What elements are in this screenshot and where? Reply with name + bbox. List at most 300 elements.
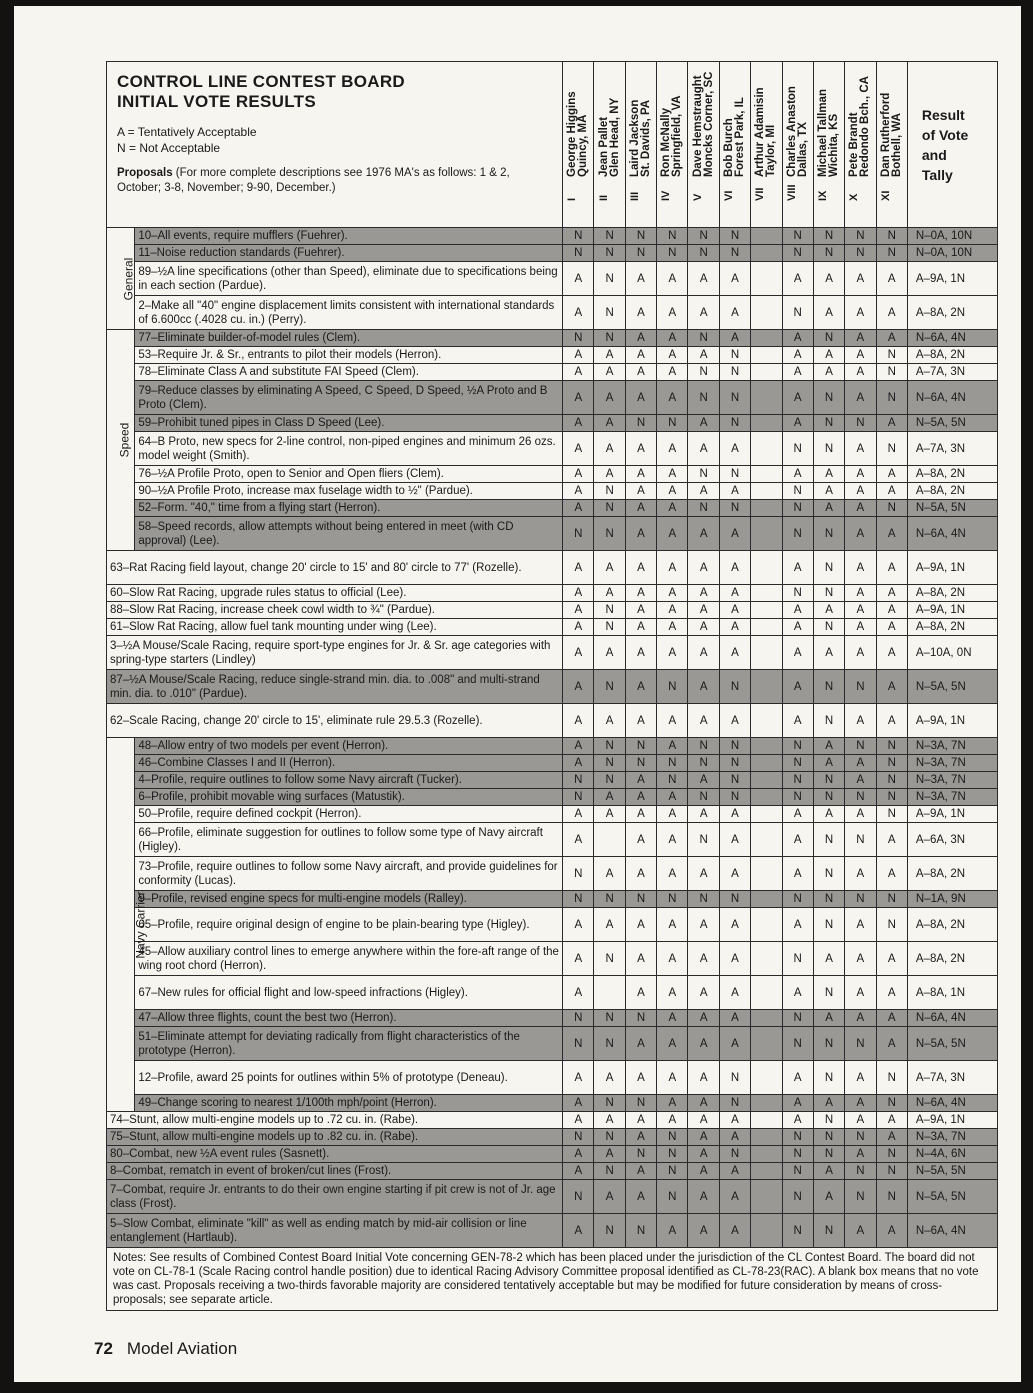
result-tally: A–9A, 1N [907, 704, 997, 738]
result-tally: A–9A, 1N [907, 806, 997, 823]
vote-cell: A [625, 262, 656, 296]
vote-cell: A [719, 330, 750, 347]
vote-cell: A [845, 347, 876, 364]
vote-cell: A [876, 330, 907, 347]
proposal-row [107, 330, 998, 347]
vote-cell: A [657, 585, 688, 602]
proposal-description: 59–Prohibit tuned pipes in Class D Speed (Lee). [135, 415, 563, 432]
vote-cell: A [594, 1061, 625, 1095]
proposal-description: 4–Profile, require outlines to follow some Navy aircraft (Tucker). [135, 772, 563, 789]
proposal-description: 73–Profile, require outlines to follow some Navy aircraft, and provide guidelines for conformity (Lucas). [135, 857, 563, 891]
vote-cell: N [719, 1061, 750, 1095]
result-tally: N–3A, 7N [907, 738, 997, 755]
proposals-note-text: (For more complete descriptions see 1976 MA's as follows: 1 & 2, October; 3-8, November; 9-90, December.) [117, 167, 510, 194]
vote-cell: N [594, 517, 625, 551]
page-number: 72 [94, 1339, 113, 1358]
vote-cell: A [625, 585, 656, 602]
vote-cell: A [845, 262, 876, 296]
proposal-row [107, 1112, 998, 1129]
vote-cell: N [845, 789, 876, 806]
vote-cell: N [876, 772, 907, 789]
vote-cell: A [688, 517, 719, 551]
vote-cell: A [563, 296, 594, 330]
vote-cell: A [845, 330, 876, 347]
vote-cell: N [657, 1163, 688, 1180]
vote-cell: N [813, 245, 844, 262]
proposal-row [107, 347, 998, 364]
vote-cell: A [688, 1010, 719, 1027]
vote-cell: N [876, 364, 907, 381]
vote-cell: N [813, 432, 844, 466]
vote-cell: A [845, 704, 876, 738]
voter-header [688, 62, 719, 228]
proposal-description: 65–Profile, require original design of engine to be plain-bearing type (Higley). [135, 908, 563, 942]
vote-cell: N [625, 755, 656, 772]
proposal-description: 90–½A Profile Proto, increase max fuselage width to ½" (Pardue). [135, 483, 563, 500]
vote-cell: A [782, 704, 813, 738]
vote-cell: N [625, 1214, 656, 1248]
vote-cell: A [594, 364, 625, 381]
vote-cell: N [876, 1163, 907, 1180]
vote-cell: A [876, 1112, 907, 1129]
vote-cell: A [657, 483, 688, 500]
vote-cell: N [625, 738, 656, 755]
vote-cell: N [813, 551, 844, 585]
vote-cell: N [563, 1180, 594, 1214]
proposal-row [107, 415, 998, 432]
vote-cell: N [719, 670, 750, 704]
vote-cell: A [594, 585, 625, 602]
voter-number: III [628, 191, 641, 201]
vote-cell: A [845, 585, 876, 602]
result-tally: N–6A, 4N [907, 1010, 997, 1027]
proposal-description: 88–Slow Rat Racing, increase cheek cowl width to ¾" (Pardue). [107, 602, 563, 619]
proposal-row [107, 517, 998, 551]
vote-cell: A [845, 619, 876, 636]
voter-header [657, 62, 688, 228]
vote-cell: A [688, 772, 719, 789]
vote-cell [751, 500, 782, 517]
proposal-description: 78–Eliminate Class A and substitute FAI Speed (Clem). [135, 364, 563, 381]
result-tally: N–0A, 10N [907, 245, 997, 262]
vote-cell: N [719, 347, 750, 364]
vote-cell: A [563, 602, 594, 619]
vote-cell: A [594, 347, 625, 364]
vote-cell: N [719, 755, 750, 772]
vote-cell [751, 466, 782, 483]
proposal-row [107, 1095, 998, 1112]
proposal-row [107, 602, 998, 619]
proposal-row [107, 1146, 998, 1163]
vote-cell: A [845, 857, 876, 891]
magazine-name: Model Aviation [126, 1339, 238, 1358]
result-label-3: and [921, 146, 947, 163]
vote-cell: A [594, 704, 625, 738]
vote-cell: N [782, 772, 813, 789]
voter-location: Redondo Bch., CA [859, 76, 872, 177]
vote-cell: N [813, 1146, 844, 1163]
vote-cell [751, 823, 782, 857]
voter-number: II [597, 194, 610, 201]
vote-cell: A [876, 585, 907, 602]
vote-cell: N [657, 891, 688, 908]
proposal-description: 9–Profile, revised engine specs for multi-engine models (Ralley). [135, 891, 563, 908]
vote-cell: N [657, 670, 688, 704]
proposal-description: 3–½A Mouse/Scale Racing, require sport-type engines for Jr. & Sr. age categories with spring-type starters (Lindley) [107, 636, 563, 670]
vote-cell: A [845, 1095, 876, 1112]
vote-cell: N [719, 1095, 750, 1112]
vote-cell: N [782, 1027, 813, 1061]
vote-cell [751, 602, 782, 619]
vote-cell: N [813, 670, 844, 704]
vote-cell: N [782, 942, 813, 976]
result-tally: A–9A, 1N [907, 602, 997, 619]
vote-cell: A [719, 857, 750, 891]
vote-cell: N [594, 942, 625, 976]
vote-cell: A [876, 619, 907, 636]
vote-cell: A [813, 1095, 844, 1112]
vote-cell: A [782, 415, 813, 432]
vote-cell: A [876, 857, 907, 891]
result-tally: A–8A, 2N [907, 483, 997, 500]
vote-cell: A [688, 262, 719, 296]
vote-cell: A [845, 602, 876, 619]
proposal-row [107, 857, 998, 891]
vote-cell: A [813, 636, 844, 670]
vote-cell [751, 670, 782, 704]
result-tally: N–6A, 4N [907, 381, 997, 415]
result-tally: N–6A, 4N [907, 1095, 997, 1112]
vote-cell: N [688, 823, 719, 857]
vote-cell: A [845, 466, 876, 483]
vote-cell: A [845, 1214, 876, 1248]
vote-cell: A [625, 330, 656, 347]
proposal-row [107, 942, 998, 976]
vote-cell: A [563, 1214, 594, 1248]
vote-cell: A [657, 330, 688, 347]
voter-name: Arthur Adamisin [754, 87, 767, 177]
vote-cell: N [845, 228, 876, 245]
result-tally: N–3A, 7N [907, 789, 997, 806]
vote-cell: A [625, 1112, 656, 1129]
vote-cell: N [594, 755, 625, 772]
vote-cell: A [813, 500, 844, 517]
vote-cell: A [688, 1146, 719, 1163]
result-header [907, 62, 997, 228]
vote-cell [751, 1180, 782, 1214]
result-tally: N–5A, 5N [907, 670, 997, 704]
voter-name: Bob Burch [723, 118, 735, 177]
vote-cell: A [657, 704, 688, 738]
vote-cell: N [594, 1214, 625, 1248]
vote-cell: A [876, 602, 907, 619]
vote-cell: A [688, 857, 719, 891]
vote-cell: N [688, 381, 719, 415]
proposal-row [107, 551, 998, 585]
vote-cell: A [563, 755, 594, 772]
vote-cell: N [813, 704, 844, 738]
voter-header [782, 62, 813, 228]
vote-cell: A [625, 466, 656, 483]
vote-cell: N [657, 245, 688, 262]
vote-cell [751, 483, 782, 500]
result-tally: N–5A, 5N [907, 1027, 997, 1061]
vote-cell: N [782, 585, 813, 602]
vote-cell: A [657, 500, 688, 517]
result-tally: A–8A, 2N [907, 347, 997, 364]
voter-header [845, 62, 876, 228]
vote-cell: A [563, 585, 594, 602]
vote-cell [751, 789, 782, 806]
vote-cell: A [625, 517, 656, 551]
proposal-row [107, 500, 998, 517]
vote-cell: A [688, 1129, 719, 1146]
vote-cell: N [688, 755, 719, 772]
vote-cell: A [657, 602, 688, 619]
vote-cell: A [657, 619, 688, 636]
vote-cell: A [688, 1112, 719, 1129]
vote-cell: N [625, 245, 656, 262]
vote-cell: N [657, 415, 688, 432]
vote-cell [751, 857, 782, 891]
vote-cell: A [876, 483, 907, 500]
vote-cell: N [625, 415, 656, 432]
vote-cell: A [845, 806, 876, 823]
voter-location: Quincy, MA [577, 114, 590, 177]
proposal-description: 8–Combat, rematch in event of broken/cut lines (Frost). [107, 1163, 563, 1180]
vote-cell: A [845, 1112, 876, 1129]
proposal-description: 2–Make all "40" engine displacement limits consistent with international standards of 6.600cc (.4028 cu. in.) (Perry). [135, 296, 563, 330]
vote-cell: A [625, 806, 656, 823]
vote-cell: A [813, 738, 844, 755]
vote-cell [751, 381, 782, 415]
vote-cell: A [813, 806, 844, 823]
voter-location: Wichita, KS [828, 113, 841, 177]
vote-cell: N [782, 789, 813, 806]
vote-cell [751, 262, 782, 296]
vote-cell: A [782, 466, 813, 483]
result-tally: A–7A, 3N [907, 364, 997, 381]
vote-cell: A [657, 1010, 688, 1027]
vote-cell: A [719, 1180, 750, 1214]
vote-cell: N [813, 772, 844, 789]
vote-cell: N [563, 228, 594, 245]
vote-cell: A [563, 670, 594, 704]
vote-cell: N [813, 1027, 844, 1061]
vote-cell: N [845, 415, 876, 432]
vote-cell: N [594, 891, 625, 908]
vote-cell: A [876, 636, 907, 670]
vote-cell: A [563, 466, 594, 483]
proposal-description: 89–½A line specifications (other than Speed), eliminate due to specifications being in each section (Pardue). [135, 262, 563, 296]
vote-cell: A [782, 262, 813, 296]
vote-cell [751, 585, 782, 602]
proposal-row [107, 262, 998, 296]
proposal-row [107, 619, 998, 636]
vote-cell: N [876, 738, 907, 755]
vote-cell: A [563, 976, 594, 1010]
vote-cell: N [813, 823, 844, 857]
proposal-description: 50–Profile, require defined cockpit (Herron). [135, 806, 563, 823]
vote-cell: A [845, 364, 876, 381]
vote-cell: A [657, 789, 688, 806]
vote-cell: A [876, 670, 907, 704]
vote-cell [751, 1010, 782, 1027]
vote-cell: A [563, 262, 594, 296]
vote-cell: A [719, 1163, 750, 1180]
vote-cell: A [625, 942, 656, 976]
vote-cell: A [719, 262, 750, 296]
vote-cell: A [657, 262, 688, 296]
vote-cell: A [876, 296, 907, 330]
vote-cell: N [845, 1027, 876, 1061]
vote-cell: A [563, 432, 594, 466]
vote-cell: A [563, 908, 594, 942]
proposal-description: 67–New rules for official flight and low-speed infractions (Higley). [135, 976, 563, 1010]
vote-cell: A [625, 483, 656, 500]
result-tally: N–5A, 5N [907, 415, 997, 432]
vote-cell: A [719, 619, 750, 636]
voter-header [876, 62, 907, 228]
vote-cell: A [563, 347, 594, 364]
vote-cell: N [782, 1163, 813, 1180]
vote-cell: N [719, 415, 750, 432]
vote-cell: A [594, 857, 625, 891]
vote-cell: N [813, 1129, 844, 1146]
vote-cell: N [594, 1095, 625, 1112]
vote-cell: A [563, 823, 594, 857]
vote-cell [594, 823, 625, 857]
vote-cell: A [625, 823, 656, 857]
vote-cell: A [625, 551, 656, 585]
vote-cell: A [782, 602, 813, 619]
vote-cell: N [782, 1129, 813, 1146]
voter-header [625, 62, 656, 228]
vote-cell: A [813, 942, 844, 976]
vote-cell: A [845, 551, 876, 585]
vote-cell: A [782, 381, 813, 415]
vote-cell: A [657, 296, 688, 330]
vote-cell: A [688, 415, 719, 432]
vote-cell: N [594, 500, 625, 517]
result-tally: N–6A, 4N [907, 517, 997, 551]
result-tally: A–9A, 1N [907, 551, 997, 585]
vote-cell: N [594, 1163, 625, 1180]
vote-results-table [106, 61, 998, 1311]
voter-header [563, 62, 594, 228]
proposal-row [107, 789, 998, 806]
vote-cell: A [657, 466, 688, 483]
vote-cell: A [813, 1010, 844, 1027]
vote-cell: A [625, 636, 656, 670]
vote-cell: A [845, 381, 876, 415]
vote-cell: N [876, 500, 907, 517]
vote-cell: N [845, 1129, 876, 1146]
vote-cell: N [782, 296, 813, 330]
voter-location: Dallas, TX [796, 122, 809, 177]
proposal-description: 5–Slow Combat, eliminate "kill" as well as ending match by mid-air collision or line entanglement (Hartlaub). [107, 1214, 563, 1248]
vote-cell: A [594, 636, 625, 670]
vote-cell: A [657, 1061, 688, 1095]
proposal-description: 48–Allow entry of two models per event (Herron). [135, 738, 563, 755]
proposal-row [107, 755, 998, 772]
vote-cell: A [782, 1095, 813, 1112]
voter-location: Forest Park, IL [734, 97, 746, 177]
vote-cell: A [625, 670, 656, 704]
vote-cell [751, 1061, 782, 1095]
vote-cell: A [657, 1027, 688, 1061]
vote-cell: A [876, 517, 907, 551]
proposals-note [117, 166, 554, 196]
proposal-description: 46–Combine Classes I and II (Herron). [135, 755, 563, 772]
vote-cell: N [845, 1180, 876, 1214]
vote-cell: A [845, 517, 876, 551]
vote-cell: N [782, 738, 813, 755]
vote-cell: A [594, 381, 625, 415]
header-row [107, 62, 998, 228]
vote-cell: N [625, 1095, 656, 1112]
vote-cell: N [657, 1180, 688, 1214]
vote-cell: A [563, 483, 594, 500]
vote-cell: A [813, 1180, 844, 1214]
vote-cell: A [625, 619, 656, 636]
proposal-description: 61–Slow Rat Racing, allow fuel tank mounting under wing (Lee). [107, 619, 563, 636]
proposal-description: 64–B Proto, new specs for 2-line control, non-piped engines and minimum 26 ozs. model weight (Smith). [135, 432, 563, 466]
vote-cell: N [594, 602, 625, 619]
vote-cell: A [782, 908, 813, 942]
vote-cell: A [845, 483, 876, 500]
vote-cell: N [688, 228, 719, 245]
result-tally: A–6A, 3N [907, 823, 997, 857]
vote-cell: N [813, 857, 844, 891]
vote-cell: N [594, 483, 625, 500]
vote-cell: N [876, 432, 907, 466]
vote-cell [751, 1129, 782, 1146]
title-block [107, 62, 563, 228]
result-tally: A–7A, 3N [907, 1061, 997, 1095]
vote-cell: N [782, 228, 813, 245]
proposal-row [107, 466, 998, 483]
vote-cell: N [876, 789, 907, 806]
vote-cell [751, 1027, 782, 1061]
vote-cell [751, 636, 782, 670]
vote-cell: A [845, 296, 876, 330]
vote-cell: N [782, 1214, 813, 1248]
proposal-description: 74–Stunt, allow multi-engine models up to .72 cu. in. (Rabe). [107, 1112, 563, 1129]
vote-cell [751, 942, 782, 976]
vote-cell: A [782, 1112, 813, 1129]
voter-location: Bothell, WA [890, 113, 903, 177]
category-general [107, 228, 135, 330]
vote-cell [751, 330, 782, 347]
proposal-row [107, 891, 998, 908]
vote-cell: N [876, 1061, 907, 1095]
vote-cell: A [657, 942, 688, 976]
result-tally: A–10A, 0N [907, 636, 997, 670]
vote-cell: N [813, 891, 844, 908]
result-tally: A–8A, 2N [907, 619, 997, 636]
vote-cell: N [657, 228, 688, 245]
proposal-row [107, 806, 998, 823]
vote-cell: N [782, 755, 813, 772]
vote-cell: N [719, 364, 750, 381]
vote-cell: A [625, 1061, 656, 1095]
vote-cell: A [625, 602, 656, 619]
voter-location: Springfield, VA [671, 95, 684, 177]
voter-name: Dave Hemstraught [691, 75, 704, 177]
vote-cell [751, 551, 782, 585]
vote-cell: A [876, 466, 907, 483]
